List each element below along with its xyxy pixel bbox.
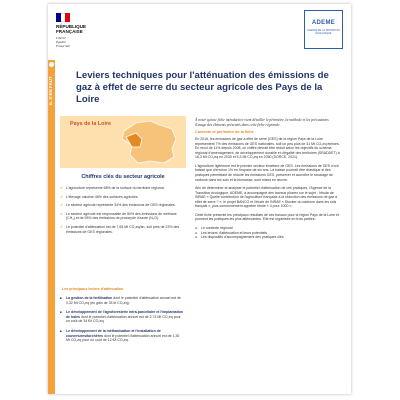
list-item: ✓ Le potentiel d'atténuation est de 7,65 Mt CO₂eq/an, soit près de 23% des émissions de GES régionales. — [60, 225, 182, 234]
list-item: ➤ Le contexte régional — [195, 226, 340, 231]
levers-heading: Les principaux leviers d'atténuation — [62, 287, 124, 291]
ademe-logo — [304, 10, 343, 49]
republic-title: RÉPUBLIQUE FRANÇAISE — [56, 24, 87, 35]
paragraph: Cette fiche présente les principaux résultats de ces travaux pour la région Pays de la Loire et promeut les pratiques les plus atténuantes. Elle est organisée en trois parties : — [195, 212, 339, 222]
key-figures-heading: Chiffres clés du secteur agricole — [81, 174, 165, 180]
list-item: ■ Le développement de la méthanisation et l'installation de couvertures/torchères dont le potentiel d'atténuation annuel est de 1,30 Mt CO₂eq pour un coût de 12 €/t CO₂eq. — [60, 329, 184, 343]
parts-list — [195, 226, 340, 240]
france-map-icon — [116, 119, 182, 165]
intro-note: À noter qu'une fiche introductive vient détailler le périmètre, la méthode et les précautions d'usage des éléments présentés dans cette fiche régionale. — [195, 118, 329, 127]
context-heading: Contexte et périmètre de la fiche — [195, 130, 254, 135]
page-title: Leviers techniques pour l'atténuation des émissions de gaz à effet de serre du secteur agricole des Pays de la Loire — [76, 70, 329, 105]
region-map-panel — [60, 116, 186, 168]
list-item: ■ Le développement de l'agroforesterie intra-parcellaire et l'implantation de haies dont le potentiel d'atténuation annuel est de 2,73 Mt CO₂eq pour un coût de 34 €/t CO₂eq. — [60, 310, 184, 324]
ademe-name: ADEME — [311, 20, 336, 26]
paragraph: Afin de déterminer et analyser le potentiel d'atténuation de ces pratiques, l'Agence de la Transition écologique, ADEME, a accompagné des travaux phares sur le sujet : l'étude de INRAE « Quelle contribution de l'agriculture française à la réduction des émissions de gaz à effet de serre ? », le projet BANCO et l'étude de INRAE « Stocker du carbone dans les sols français », plus communément appelée étude « 4 pour 1000 ». — [195, 186, 338, 209]
list-item: ➤ Les leviers d'atténuation et leurs potentiels — [195, 231, 340, 236]
side-band-label: IL S'EN FAUT — [48, 76, 53, 106]
region-label: Pays de la Loire — [70, 121, 112, 127]
republique-francaise-logo — [56, 13, 106, 48]
paragraph: En 2016, les émissions de gaz à effet de serre (GES) de la région Pays de la Loire représentent 7% des émissions de GES nationales, soit un peu plus de 31 Mt CO₂eq émises. En recul de 11% depuis 2008, ce chiffre devrait être réduit selon les objectifs du schéma régional d'aménagement, de développement durable et d'égalité des territoires (SRADDET) à 16,3 Mt CO₂eq en 2030 et 5,3 Mt CO₂eq en 2050 (DORCE, 2021). — [195, 137, 340, 160]
paragraph: L'agriculture ligérienne est le premier secteur émetteur de GES. Les émissions de GES n'ont baissé que d'environ 1% en l'espace de six ans. La baisse pourrait être drastique si des pratiques permettant de réduire les émissions GES, préserver et accroître le stockage de carbone dans les sols et la biomasse, sont mises en œuvre. — [195, 163, 339, 182]
republic-motto: Liberté Égalité Fraternité — [56, 36, 70, 49]
key-figures-list — [60, 186, 182, 238]
list-item: ➤ Les dispositifs d'accompagnement des pratiques clés — [195, 235, 340, 240]
list-item: ✓ Le secteur agricole représente 34% des émissions de GES régionales. — [60, 203, 182, 208]
list-item: ■ La gestion de la fertilisation dont le potentiel d'atténuation annuel est de 0,32 Mt CO₂eq (en gain de 33 kt CO₂eq). — [60, 296, 184, 305]
list-item: ✓ L'élevage valorise 46% des surfaces agricoles. — [60, 195, 182, 200]
list-item: ✓ Le secteur agricole est responsable de 80% des émissions de méthane (CH₄) et de 95% des émissions de protoxyde d'azote (N₂O). — [60, 212, 182, 221]
ademe-subtitle: AGENCE DE LA TRANSITION ÉCOLOGIQUE — [307, 29, 340, 35]
document-page — [48, 4, 351, 394]
list-item: ✓ L'agriculture représente 68% de la surface du territoire régional. — [60, 186, 182, 191]
badge-icon — [49, 62, 54, 67]
french-flag-icon — [56, 13, 70, 22]
levers-list — [60, 296, 184, 348]
right-column — [195, 118, 340, 240]
